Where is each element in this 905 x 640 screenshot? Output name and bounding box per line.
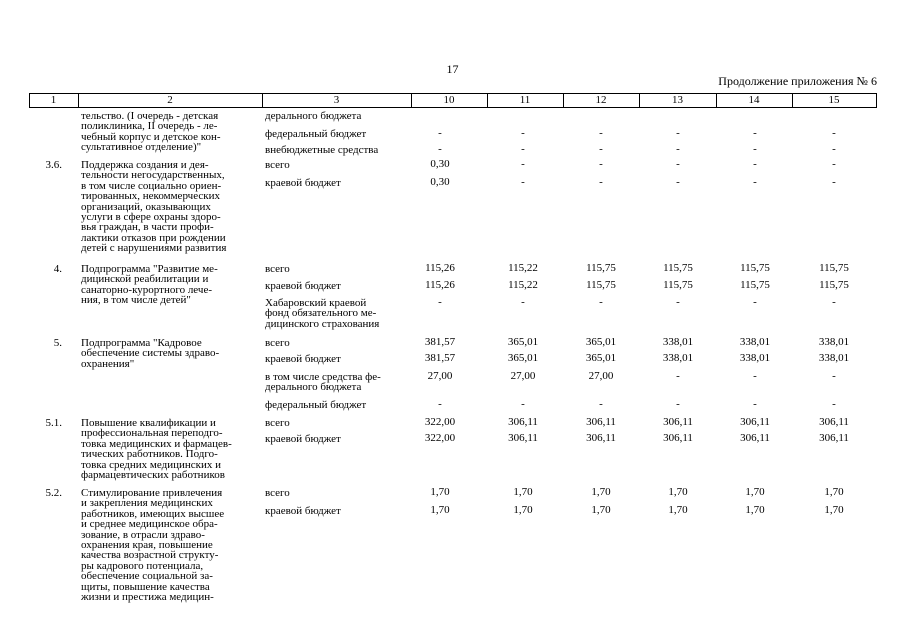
row-title-line: Поддержка создания и дея- (81, 159, 209, 171)
funding-source (265, 372, 405, 393)
funding-source (265, 338, 405, 348)
header-col-2: 2 (167, 94, 173, 106)
table-cell: 115,75 (740, 262, 770, 274)
row-number: 5.2. (45, 487, 62, 499)
funding-source (265, 418, 405, 428)
table-cell: - (753, 143, 757, 155)
row-title (81, 111, 256, 153)
table-cell: 365,01 (585, 352, 617, 364)
row-title-line: Стимулирование привлечения (81, 487, 223, 499)
table-cell: 1,70 (430, 486, 450, 498)
funding-source-line: в том числе средства фе- (265, 371, 381, 383)
table-cell: 115,75 (740, 279, 770, 291)
table-cell: - (676, 296, 680, 308)
table-cell: 381,57 (424, 336, 456, 348)
table-cell: - (676, 176, 680, 188)
table-cell: 1,70 (745, 504, 765, 516)
table-cell: 1,70 (513, 486, 533, 498)
table-cell: 306,11 (508, 432, 538, 444)
row-title-line: ния, в том числе детей" (81, 294, 191, 307)
table-cell: - (832, 158, 836, 170)
table-cell: - (832, 143, 836, 155)
funding-source-line: краевой бюджет (265, 177, 341, 189)
table-cell: 365,01 (507, 336, 539, 348)
table-cell: 306,11 (819, 432, 849, 444)
header-col-12: 12 (595, 94, 607, 106)
table-cell: 0,30 (430, 176, 450, 188)
row-title-line: и среднее медицинское обра- (81, 518, 218, 531)
table-cell: 338,01 (739, 336, 771, 348)
table-cell: 1,70 (745, 486, 765, 498)
table-cell: 115,75 (819, 262, 849, 274)
table-cell: 115,75 (663, 262, 693, 274)
funding-source (265, 281, 405, 291)
funding-source-line: дерального бюджета (265, 381, 362, 394)
table-cell: - (753, 158, 757, 170)
funding-source-line: всего (265, 417, 290, 429)
table-cell: 306,11 (740, 432, 770, 444)
table-cell: - (676, 158, 680, 170)
funding-source-line: всего (265, 263, 290, 275)
table-cell: 1,70 (668, 486, 688, 498)
table-cell: 1,70 (824, 486, 844, 498)
funding-source (265, 160, 405, 170)
row-title (81, 264, 256, 306)
table-cell: - (521, 296, 525, 308)
table-cell: 115,75 (586, 279, 616, 291)
table-cell: 365,01 (585, 336, 617, 348)
row-title-line: щиты, повышение качества (81, 580, 210, 593)
funding-source (265, 145, 405, 155)
table-cell: 322,00 (424, 416, 456, 428)
row-title-line: сультативное отделение)" (81, 141, 202, 154)
table-cell: 306,11 (586, 416, 616, 428)
table-cell: - (753, 398, 757, 410)
row-number: 4. (53, 263, 62, 275)
table-cell: 1,70 (668, 504, 688, 516)
row-title-line: охранения" (81, 357, 135, 370)
table-cell: 115,26 (425, 262, 455, 274)
funding-source (265, 488, 405, 498)
funding-source (265, 400, 405, 410)
row-title (81, 488, 256, 602)
table-cell: 306,11 (508, 416, 538, 428)
table-cell: 1,70 (430, 504, 450, 516)
row-title-line: жизни и престижа медицин- (81, 591, 214, 604)
header-col-3: 3 (333, 94, 340, 106)
row-title-line: тельности негосударственных, (81, 169, 225, 182)
table-cell: - (676, 398, 680, 410)
table-cell: - (521, 176, 525, 188)
table-cell: 381,57 (424, 352, 456, 364)
row-title-line: профессиональная переподго- (81, 427, 223, 440)
table-cell: - (521, 158, 525, 170)
funding-source (265, 111, 405, 121)
funding-source-line: федеральный бюджет (265, 128, 367, 140)
row-title-line: товка медицинских и фармацев- (81, 437, 232, 450)
row-title-line: Подпрограмма "Кадровое (81, 337, 202, 349)
table-cell: - (753, 127, 757, 139)
table-cell: - (599, 296, 603, 308)
row-number: 5.1. (45, 417, 62, 429)
row-title (81, 160, 256, 254)
table-cell: 306,11 (586, 432, 616, 444)
table-cell: - (832, 127, 836, 139)
row-title-line: обеспечение системы здраво- (81, 347, 220, 360)
table-cell: - (599, 158, 603, 170)
table-cell: - (599, 127, 603, 139)
header-col-14: 14 (748, 94, 760, 106)
row-title-line: детей с нарушениями развития (81, 242, 227, 255)
table-cell: 338,01 (818, 352, 850, 364)
table-cell: 1,70 (513, 504, 533, 516)
funding-source (265, 434, 405, 444)
funding-source-line: Хабаровский краевой (265, 297, 367, 309)
funding-source-line: краевой бюджет (265, 505, 341, 517)
row-title-line: тельство. (I очередь - детская (81, 110, 219, 122)
row-title-line: и закрепления медицинских (81, 497, 213, 510)
table-cell: - (832, 296, 836, 308)
header-bottom-rule (29, 107, 877, 108)
header-col-15: 15 (828, 94, 840, 106)
funding-source (265, 129, 405, 139)
table-cell: 306,11 (663, 416, 693, 428)
funding-source (265, 298, 405, 329)
table-cell: 306,11 (740, 416, 770, 428)
table-cell: 1,70 (591, 504, 611, 516)
table-cell: 27,00 (588, 370, 614, 382)
funding-source-line: краевой бюджет (265, 433, 341, 445)
row-title-line: услуги в сфере охраны здоро- (81, 211, 221, 224)
table-cell: - (599, 143, 603, 155)
table-cell: - (521, 398, 525, 410)
row-number: 5. (53, 337, 62, 349)
table-cell: - (438, 143, 442, 155)
row-title-line: Подпрограмма "Развитие ме- (81, 263, 218, 275)
funding-source (265, 506, 405, 516)
row-title (81, 338, 256, 369)
table-cell: 365,01 (507, 352, 539, 364)
row-title-line: товка средних медицинских и (81, 458, 221, 471)
table-cell: 115,22 (508, 262, 538, 274)
table-cell: 1,70 (824, 504, 844, 516)
table-cell: - (832, 370, 836, 382)
table-cell: 0,30 (430, 158, 450, 170)
table-cell: - (832, 176, 836, 188)
table-cell: - (599, 176, 603, 188)
header-col-10: 10 (443, 94, 455, 106)
table-cell: 115,75 (819, 279, 849, 291)
table-cell: 115,22 (508, 279, 538, 291)
table-cell: 115,75 (663, 279, 693, 291)
row-title-line: тированных, некоммерческих (81, 190, 220, 203)
table-cell: - (599, 398, 603, 410)
row-title-line: тических работников. Подго- (81, 448, 218, 461)
funding-source-line: дерального бюджета (265, 110, 362, 122)
header-col-13: 13 (672, 94, 683, 106)
row-title-line: в том числе социально ориен- (81, 179, 222, 192)
table-cell: - (753, 296, 757, 308)
row-title-line: Повышение квалификации и (81, 417, 216, 429)
row-title-line: работников, имеющих высшее (81, 507, 225, 520)
funding-source-line: всего (265, 159, 290, 171)
row-title-line: обеспечение социальной за- (81, 570, 213, 583)
funding-source-line: краевой бюджет (265, 280, 341, 292)
funding-source-line: всего (265, 487, 290, 499)
table-cell: 306,11 (819, 416, 849, 428)
row-title-line: качества возрастной структу- (81, 549, 219, 562)
row-title-line: чебный корпус и детское кон- (81, 130, 221, 143)
row-title-line: организаций, оказывающих (81, 200, 211, 213)
continuation-note: Продолжение приложения № 6 (718, 74, 877, 88)
row-title-line: зование, в отрасли здраво- (81, 528, 205, 541)
table-cell: 1,70 (591, 486, 611, 498)
table-cell: - (676, 127, 680, 139)
row-title-line: вья граждан, в части профи- (81, 221, 214, 234)
funding-source-line: федеральный бюджет (265, 399, 367, 411)
table-cell: 306,11 (663, 432, 693, 444)
table-cell: 338,01 (818, 336, 850, 348)
row-number: 3.6. (45, 159, 62, 171)
funding-source-line: дицинского страхования (265, 317, 380, 330)
funding-source-line: краевой бюджет (265, 353, 341, 365)
header-col-1: 1 (50, 94, 57, 106)
row-title-line: охранения края, повышение (81, 539, 213, 552)
funding-source-line: внебюджетные средства (265, 144, 379, 156)
funding-source-line: фонд обязательного ме- (265, 307, 377, 320)
row-title-line: санаторно-курортного лече- (81, 283, 212, 296)
row-title-line: ры кадрового потенциала, (81, 559, 204, 572)
funding-source (265, 178, 405, 188)
table-cell: 338,01 (662, 336, 694, 348)
table-cell: 338,01 (739, 352, 771, 364)
table-cell: - (676, 370, 680, 382)
table-header (29, 93, 877, 107)
table-cell: - (832, 398, 836, 410)
table-cell: - (753, 370, 757, 382)
funding-source (265, 354, 405, 364)
table-cell: 115,75 (586, 262, 616, 274)
table-cell: - (438, 127, 442, 139)
table-cell: 27,00 (510, 370, 536, 382)
table-cell: 27,00 (427, 370, 453, 382)
table-cell: 322,00 (424, 432, 456, 444)
row-title (81, 418, 256, 480)
header-col-11: 11 (519, 94, 531, 106)
table-cell: - (521, 143, 525, 155)
funding-source (265, 264, 405, 274)
row-title-line: дицинской реабилитации и (81, 273, 209, 286)
table-cell: - (438, 398, 442, 410)
table-cell: - (521, 127, 525, 139)
col-divider (876, 93, 877, 108)
table-cell: - (438, 296, 442, 308)
table-cell: 115,26 (425, 279, 455, 291)
table-cell: - (676, 143, 680, 155)
row-title-line: поликлиника, II очередь - ле- (81, 120, 218, 133)
page-number: 17 (446, 62, 459, 76)
table-cell: - (753, 176, 757, 188)
table-cell: 338,01 (662, 352, 694, 364)
row-title-line: лактики отказов при рождении (81, 231, 226, 244)
row-title-line: фармацевтических работников (81, 469, 225, 482)
funding-source-line: всего (265, 337, 290, 349)
